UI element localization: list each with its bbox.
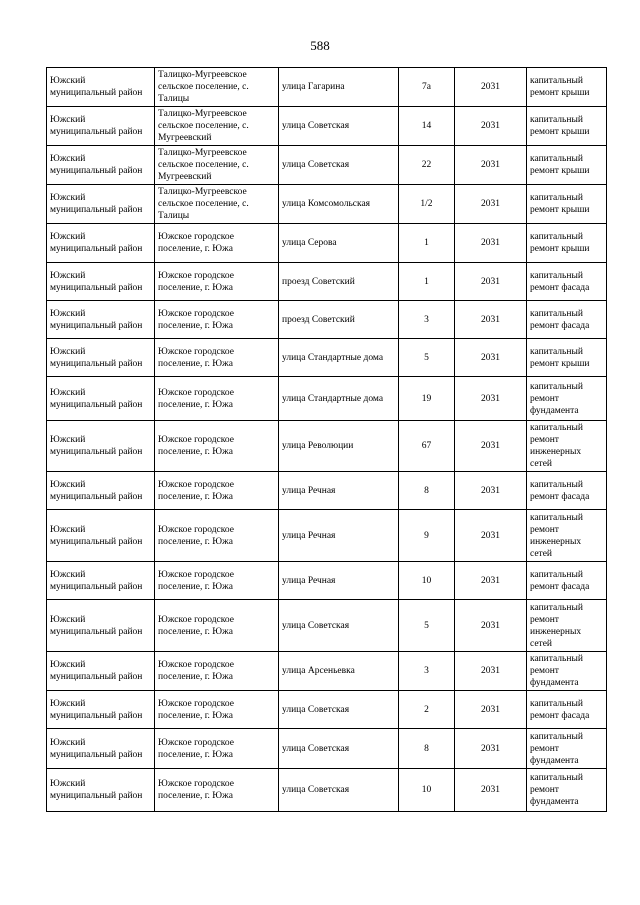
year-cell: 2031 [455, 263, 527, 301]
work-type-cell: капитальный ремонт фасада [527, 691, 607, 729]
settlement-cell: Талицко-Мугреевское сельское поселение, с. Мугреевский [155, 146, 279, 185]
district-cell: Южский муниципальный район [47, 600, 155, 652]
table-row [47, 510, 607, 562]
street-cell: улица Стандартные дома [279, 339, 399, 377]
house-number-cell: 14 [399, 107, 455, 146]
house-number-cell: 1 [399, 224, 455, 263]
district-cell: Южский муниципальный район [47, 339, 155, 377]
settlement-cell: Южское городское поселение, г. Южа [155, 691, 279, 729]
street-cell: улица Советская [279, 729, 399, 769]
street-cell: улица Комсомольская [279, 185, 399, 224]
table-row [47, 652, 607, 691]
work-type-cell: капитальный ремонт фасада [527, 562, 607, 600]
district-cell: Южский муниципальный район [47, 421, 155, 472]
street-cell: улица Советская [279, 107, 399, 146]
street-cell: улица Советская [279, 769, 399, 812]
street-cell: улица Речная [279, 562, 399, 600]
district-cell: Южский муниципальный район [47, 301, 155, 339]
work-type-cell: капитальный ремонт фасада [527, 472, 607, 510]
street-cell: проезд Советский [279, 301, 399, 339]
house-number-cell: 22 [399, 146, 455, 185]
settlement-cell: Южское городское поселение, г. Южа [155, 652, 279, 691]
work-type-cell: капитальный ремонт фасада [527, 263, 607, 301]
street-cell: улица Революции [279, 421, 399, 472]
work-type-cell: капитальный ремонт инженерных сетей [527, 600, 607, 652]
work-type-cell: капитальный ремонт крыши [527, 68, 607, 107]
repair-schedule-table [46, 67, 607, 812]
work-type-cell: капитальный ремонт крыши [527, 224, 607, 263]
district-cell: Южский муниципальный район [47, 562, 155, 600]
work-type-cell: капитальный ремонт крыши [527, 146, 607, 185]
settlement-cell: Южское городское поселение, г. Южа [155, 472, 279, 510]
house-number-cell: 3 [399, 652, 455, 691]
settlement-cell: Южское городское поселение, г. Южа [155, 510, 279, 562]
district-cell: Южский муниципальный район [47, 224, 155, 263]
table-row [47, 769, 607, 812]
year-cell: 2031 [455, 377, 527, 421]
year-cell: 2031 [455, 107, 527, 146]
year-cell: 2031 [455, 301, 527, 339]
district-cell: Южский муниципальный район [47, 510, 155, 562]
table-row [47, 377, 607, 421]
page-number: 588 [310, 38, 330, 53]
street-cell: улица Стандартные дома [279, 377, 399, 421]
house-number-cell: 2 [399, 691, 455, 729]
settlement-cell: Южское городское поселение, г. Южа [155, 421, 279, 472]
work-type-cell: капитальный ремонт крыши [527, 185, 607, 224]
house-number-cell: 19 [399, 377, 455, 421]
house-number-cell: 3 [399, 301, 455, 339]
year-cell: 2031 [455, 339, 527, 377]
street-cell: улица Речная [279, 472, 399, 510]
year-cell: 2031 [455, 472, 527, 510]
house-number-cell: 10 [399, 562, 455, 600]
settlement-cell: Талицко-Мугреевское сельское поселение, с. Талицы [155, 68, 279, 107]
table-row [47, 301, 607, 339]
district-cell: Южский муниципальный район [47, 263, 155, 301]
street-cell: улица Гагарина [279, 68, 399, 107]
work-type-cell: капитальный ремонт фундамента [527, 377, 607, 421]
settlement-cell: Южское городское поселение, г. Южа [155, 301, 279, 339]
district-cell: Южский муниципальный район [47, 107, 155, 146]
table-row [47, 339, 607, 377]
table-row [47, 224, 607, 263]
settlement-cell: Южское городское поселение, г. Южа [155, 377, 279, 421]
year-cell: 2031 [455, 421, 527, 472]
work-type-cell: капитальный ремонт фундамента [527, 729, 607, 769]
district-cell: Южский муниципальный район [47, 729, 155, 769]
house-number-cell: 5 [399, 339, 455, 377]
year-cell: 2031 [455, 224, 527, 263]
street-cell: улица Советская [279, 146, 399, 185]
street-cell: улица Серова [279, 224, 399, 263]
work-type-cell: капитальный ремонт фасада [527, 301, 607, 339]
work-type-cell: капитальный ремонт инженерных сетей [527, 510, 607, 562]
settlement-cell: Южское городское поселение, г. Южа [155, 729, 279, 769]
district-cell: Южский муниципальный район [47, 185, 155, 224]
house-number-cell: 8 [399, 472, 455, 510]
year-cell: 2031 [455, 185, 527, 224]
year-cell: 2031 [455, 652, 527, 691]
table-row [47, 185, 607, 224]
street-cell: улица Советская [279, 600, 399, 652]
district-cell: Южский муниципальный район [47, 68, 155, 107]
table-row [47, 107, 607, 146]
street-cell: улица Речная [279, 510, 399, 562]
year-cell: 2031 [455, 562, 527, 600]
table-row [47, 263, 607, 301]
house-number-cell: 8 [399, 729, 455, 769]
settlement-cell: Талицко-Мугреевское сельское поселение, с. Талицы [155, 185, 279, 224]
year-cell: 2031 [455, 510, 527, 562]
settlement-cell: Южское городское поселение, г. Южа [155, 562, 279, 600]
year-cell: 2031 [455, 68, 527, 107]
house-number-cell: 7а [399, 68, 455, 107]
table-row [47, 729, 607, 769]
table-row [47, 562, 607, 600]
work-type-cell: капитальный ремонт крыши [527, 107, 607, 146]
work-type-cell: капитальный ремонт фундамента [527, 652, 607, 691]
settlement-cell: Южское городское поселение, г. Южа [155, 339, 279, 377]
street-cell: улица Советская [279, 691, 399, 729]
house-number-cell: 1/2 [399, 185, 455, 224]
house-number-cell: 1 [399, 263, 455, 301]
table-row [47, 691, 607, 729]
district-cell: Южский муниципальный район [47, 652, 155, 691]
year-cell: 2031 [455, 146, 527, 185]
house-number-cell: 67 [399, 421, 455, 472]
district-cell: Южский муниципальный район [47, 472, 155, 510]
street-cell: проезд Советский [279, 263, 399, 301]
year-cell: 2031 [455, 729, 527, 769]
year-cell: 2031 [455, 600, 527, 652]
settlement-cell: Талицко-Мугреевское сельское поселение, с. Мугреевский [155, 107, 279, 146]
year-cell: 2031 [455, 769, 527, 812]
district-cell: Южский муниципальный район [47, 691, 155, 729]
table-row [47, 472, 607, 510]
street-cell: улица Арсеньевка [279, 652, 399, 691]
table-row [47, 421, 607, 472]
settlement-cell: Южское городское поселение, г. Южа [155, 263, 279, 301]
district-cell: Южский муниципальный район [47, 377, 155, 421]
table-row [47, 68, 607, 107]
settlement-cell: Южское городское поселение, г. Южа [155, 600, 279, 652]
house-number-cell: 10 [399, 769, 455, 812]
settlement-cell: Южское городское поселение, г. Южа [155, 224, 279, 263]
year-cell: 2031 [455, 691, 527, 729]
work-type-cell: капитальный ремонт фундамента [527, 769, 607, 812]
table-row [47, 600, 607, 652]
district-cell: Южский муниципальный район [47, 769, 155, 812]
house-number-cell: 5 [399, 600, 455, 652]
district-cell: Южский муниципальный район [47, 146, 155, 185]
table-row [47, 146, 607, 185]
work-type-cell: капитальный ремонт инженерных сетей [527, 421, 607, 472]
work-type-cell: капитальный ремонт крыши [527, 339, 607, 377]
settlement-cell: Южское городское поселение, г. Южа [155, 769, 279, 812]
house-number-cell: 9 [399, 510, 455, 562]
